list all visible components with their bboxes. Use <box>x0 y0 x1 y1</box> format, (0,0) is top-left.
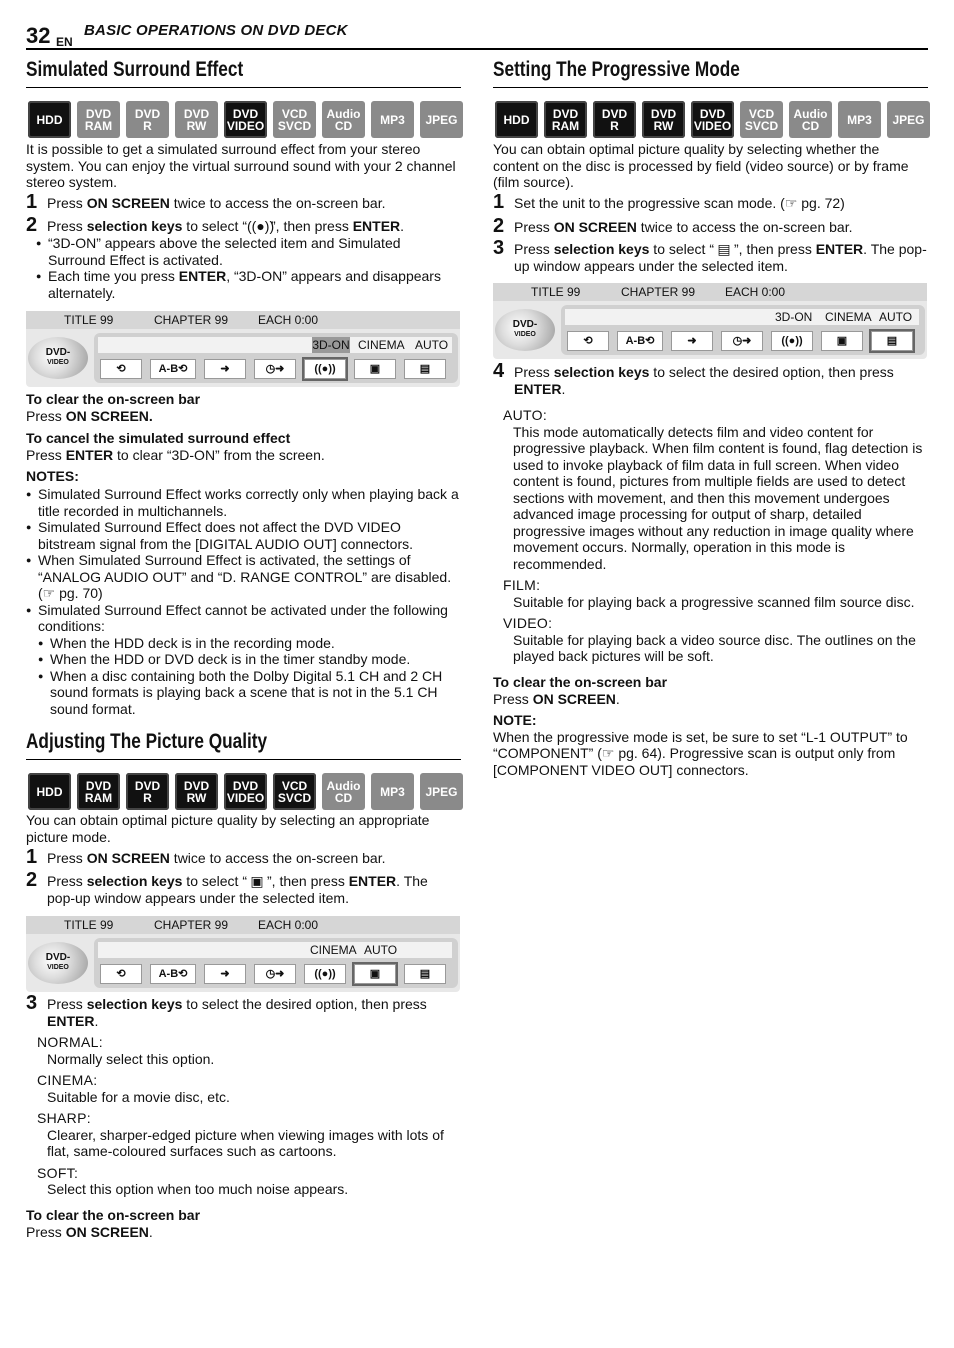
osd-title: TITLE 99 <box>64 313 114 327</box>
picture-mode-icon[interactable]: ▣ <box>821 331 863 351</box>
osd-chapter: CHAPTER 99 <box>154 313 229 327</box>
step-text: Press selection keys to select the desired option, then press ENTER. <box>514 364 894 397</box>
badge-dvd-r: DVD R <box>126 773 169 810</box>
badge-vcd-svcd: VCD SVCD <box>740 101 783 138</box>
osd-each: EACH 0:00 <box>258 918 319 932</box>
badge-dvd-rw: DVD RW <box>175 773 218 810</box>
page-header <box>26 22 928 50</box>
step-number: 2 <box>493 215 505 237</box>
picture-mode-icon[interactable]: ▣ <box>354 359 396 379</box>
badge-vcd-svcd: VCD SVCD <box>273 773 316 810</box>
skip-icon[interactable]: ➜ <box>204 359 246 379</box>
disc-badges <box>28 101 463 138</box>
list-item: ● When Simulated Surround Effect is activated, the settings of “ANALOG AUDIO OUT” and “D. RANGE CONTROL” are disabled. (☞ pg. 70) <box>26 552 460 602</box>
dvd-video-disc-icon: DVD- VIDEO <box>28 337 88 379</box>
list-item: ● When the HDD or DVD deck is in the timer standby mode. <box>38 651 460 668</box>
step-number: 3 <box>493 237 505 259</box>
option-label: FILM: <box>503 577 541 593</box>
divider <box>26 759 461 760</box>
badge-hdd: HDD <box>28 101 71 138</box>
step-number: 2 <box>26 214 38 236</box>
skip-icon[interactable]: ➜ <box>671 331 713 351</box>
list-item: ● “3D-ON” appears above the selected item and Simulated Surround Effect is activated. <box>36 235 460 268</box>
step-number: 1 <box>26 191 38 213</box>
osd-cinema: CINEMA <box>358 338 405 352</box>
badge-jpeg: JPEG <box>420 101 463 138</box>
section-heading: Setting The Progressive Mode <box>493 58 740 81</box>
badge-dvd-r: DVD R <box>593 101 636 138</box>
intro-text: You can obtain optimal picture quality by selecting whether the content on the disc is processed by field (video source) or by frame (film source). <box>493 141 909 190</box>
badge-hdd: HDD <box>495 101 538 138</box>
surround-icon[interactable]: ((●)) <box>304 964 346 984</box>
option-label: VIDEO: <box>503 615 553 631</box>
osd-title: TITLE 99 <box>531 285 581 299</box>
options-list: AUTO: This mode automatically detects film and video content for progressive playback. When film content is found, flag detection is used to invoke playback of film data in full screen. When video content is found, pictures from multiple fields are used to detect sections with movement, and then this movement undergoes advanced image processing for output of sharp, detailed progressive images without any reduction in image quality where movement occurs. Normally, operation in this mode is recommended. FILM: Suitable for playing back a progressive scanned film source disc. VIDEO: Suitable for playing back a video source disc. The outlines on the played back pictures will be soft. <box>503 407 927 665</box>
progressive-icon[interactable]: ▤ <box>404 964 446 984</box>
progressive-icon[interactable]: ▤ <box>404 359 446 379</box>
badge-jpeg: JPEG <box>420 773 463 810</box>
step-number: 1 <box>493 191 505 213</box>
list-item: ● Each time you press ENTER, “3D-ON” appears and disappears alternately. <box>36 268 460 301</box>
badge-dvd-r: DVD R <box>126 101 169 138</box>
section-heading: Adjusting The Picture Quality <box>26 730 268 753</box>
notes-list <box>26 486 460 717</box>
time-skip-icon[interactable]: ◷➜ <box>721 331 763 351</box>
badge-dvd-rw: DVD RW <box>642 101 685 138</box>
note-text: When the progressive mode is set, be sure to set “L-1 OUTPUT” to “COMPONENT” (☞ pg. 64). Progressive scan is output only from [COMPONENT VIDEO OUT] connectors. <box>493 728 908 778</box>
surround-icon: ((●)) <box>247 218 275 234</box>
progressive-icon[interactable]: ▤ <box>871 331 913 351</box>
badge-dvd-video: DVD VIDEO <box>224 773 267 810</box>
note-heading: NOTE: <box>493 712 537 728</box>
disc-badges <box>28 773 463 810</box>
step-number: 1 <box>26 846 38 868</box>
osd-chapter: CHAPTER 99 <box>154 918 229 932</box>
list-item: ● When a disc containing both the Dolby Digital 5.1 CH and 2 CH sound formats is playing back a scene that is not in the 5.1 CH sound format. <box>38 668 460 718</box>
clear-bar-block: To clear the on-screen bar Press ON SCREEN. To cancel the simulated surround effect Press ENTER to clear “3D-ON” from the screen. NOTES: <box>26 391 456 485</box>
repeat-icon[interactable]: ⟲ <box>567 331 609 351</box>
step-text: Set the unit to the progressive scan mode. (☞ pg. 72) <box>514 195 845 211</box>
osd-cinema: CINEMA <box>825 310 872 324</box>
language-code: EN <box>56 35 73 49</box>
option-label: SHARP: <box>37 1110 91 1126</box>
badge-dvd-ram: DVD RAM <box>77 773 120 810</box>
step-text: Press selection keys to select “ ▣ ”, then press ENTER. The pop-up window appears under the selected item. <box>47 873 428 906</box>
osd-title: TITLE 99 <box>64 918 114 932</box>
badge-audio-cd: Audio CD <box>322 773 365 810</box>
osd-auto: AUTO <box>364 943 398 957</box>
badge-vcd-svcd: VCD SVCD <box>273 101 316 138</box>
step-text: Press ON SCREEN twice to access the on-screen bar. <box>47 195 386 211</box>
intro-text: You can obtain optimal picture quality by selecting an appropriate picture mode. <box>26 812 430 845</box>
osd-cinema: CINEMA <box>310 943 357 957</box>
list-item: ● Simulated Surround Effect works correctly only when playing back a title recorded in multichannels. <box>26 486 460 519</box>
option-label: AUTO: <box>503 407 548 423</box>
badge-mp3: MP3 <box>838 101 881 138</box>
time-skip-icon[interactable]: ◷➜ <box>254 359 296 379</box>
badge-dvd-video: DVD VIDEO <box>691 101 734 138</box>
badge-mp3: MP3 <box>371 773 414 810</box>
step-number: 2 <box>26 869 38 891</box>
options-list: NORMAL: Normally select this option. CINEMA: Suitable for a movie disc, etc. SHARP: Clearer, sharper-edged picture when viewing images with lots of flat, same-coloured surfaces such as cartoons. SOFT: Select this option when too much noise appears. <box>37 1034 457 1198</box>
step-text: Press selection keys to select “((●))”, then press ENTER. <box>47 218 405 234</box>
step-text: Press selection keys to select the desired option, then press ENTER. <box>47 996 427 1029</box>
badge-audio-cd: Audio CD <box>322 101 365 138</box>
intro-text: It is possible to get a simulated surround effect from your stereo system. You can enjoy the virtual surround sound with your 2 channel stereo system. <box>26 141 456 190</box>
step-number: 3 <box>26 992 38 1014</box>
step-text: Press ON SCREEN twice to access the on-screen bar. <box>514 219 853 235</box>
ab-repeat-icon[interactable]: A-B ⟲ <box>150 359 196 379</box>
picture-mode-icon[interactable]: ▣ <box>354 964 396 984</box>
osd-auto: AUTO <box>879 310 913 324</box>
dvd-video-disc-icon: DVD- VIDEO <box>28 942 88 984</box>
badge-dvd-video: DVD VIDEO <box>224 101 267 138</box>
osd-3d-on: 3D-ON <box>775 310 813 324</box>
list-item: ● Simulated Surround Effect does not affect the DVD VIDEO bitstream signal from the [DIGITAL AUDIO OUT] connectors. <box>26 519 460 552</box>
list-item: ● Simulated Surround Effect cannot be activated under the following conditions: ● When the HDD deck is in the recording mode. ● When the HDD or DVD deck is in the timer standby mode. ● When a disc containing both the Dolby Digital 5.1 CH and 2 CH sound formats is playing back a scene that is not in the 5.1 CH sound format. <box>26 602 460 718</box>
badge-audio-cd: Audio CD <box>789 101 832 138</box>
osd-each: EACH 0:00 <box>725 285 786 299</box>
badge-jpeg: JPEG <box>887 101 930 138</box>
badge-dvd-ram: DVD RAM <box>77 101 120 138</box>
badge-hdd: HDD <box>28 773 71 810</box>
option-label: CINEMA: <box>37 1072 98 1088</box>
clear-bar-block: To clear the on-screen bar Press ON SCREEN. <box>26 1207 201 1240</box>
progressive-icon: ▤ <box>717 241 731 257</box>
osd-3d-on: 3D-ON <box>312 338 350 352</box>
disc-badges <box>495 101 930 138</box>
osd-chapter: CHAPTER 99 <box>621 285 696 299</box>
step-text: Press ON SCREEN twice to access the on-screen bar. <box>47 850 386 866</box>
list-item: ● When the HDD deck is in the recording mode. <box>38 635 460 652</box>
surround-icon[interactable]: ((●)) <box>771 331 813 351</box>
dvd-video-disc-icon: DVD- VIDEO <box>495 309 555 351</box>
option-label: SOFT: <box>37 1164 79 1181</box>
badge-dvd-ram: DVD RAM <box>544 101 587 138</box>
bullet-list <box>36 235 460 301</box>
skip-icon[interactable]: ➜ <box>204 964 246 984</box>
divider <box>26 87 461 88</box>
badge-mp3: MP3 <box>371 101 414 138</box>
ab-repeat-icon[interactable]: A-B ⟲ <box>617 331 663 351</box>
osd-auto: AUTO <box>415 338 449 352</box>
ab-repeat-icon[interactable]: A-B ⟲ <box>150 964 196 984</box>
section-heading: Simulated Surround Effect <box>26 58 244 81</box>
surround-icon[interactable]: ((●)) <box>304 359 346 379</box>
divider <box>493 87 928 88</box>
time-skip-icon[interactable]: ◷➜ <box>254 964 296 984</box>
on-screen-bar <box>26 311 460 387</box>
clear-bar-block: To clear the on-screen bar Press ON SCREEN. NOTE: When the progressive mode is set, be sure to set “L-1 OUTPUT” to “COMPONENT” (☞ pg. 64). Progressive scan is output only from [COMPONENT VIDEO OUT] connectors. <box>493 674 927 778</box>
repeat-icon[interactable]: ⟲ <box>100 359 142 379</box>
osd-each: EACH 0:00 <box>258 313 319 327</box>
chapter-title: BASIC OPERATIONS ON DVD DECK <box>84 22 348 39</box>
badge-dvd-rw: DVD RW <box>175 101 218 138</box>
step-number: 4 <box>493 360 505 382</box>
option-label: NORMAL: <box>37 1034 103 1050</box>
page-number: 32 <box>26 23 51 48</box>
notes-heading: NOTES: <box>26 468 79 484</box>
repeat-icon[interactable]: ⟲ <box>100 964 142 984</box>
on-screen-bar <box>493 283 927 359</box>
step-text: Press selection keys to select “ ▤ ”, then press ENTER. The pop-up window appears under the selected item. <box>514 241 927 274</box>
on-screen-bar <box>26 916 460 992</box>
picture-mode-icon: ▣ <box>250 873 264 889</box>
